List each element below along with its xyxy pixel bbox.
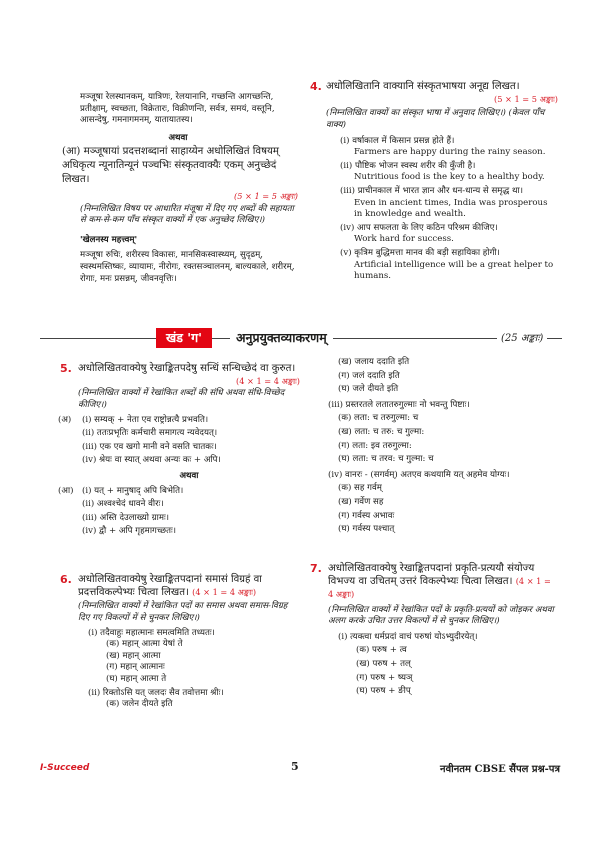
q4-hindi: (निम्नलिखित वाक्यों का संस्कृत भाषा में अनुवाद लिखिए।) (केवल पाँच वाक्य) — [326, 108, 545, 130]
q6-ii-options-left — [106, 699, 300, 711]
q4-item-5-en: Artificial intelligence will be a great helper to humans. — [354, 259, 554, 282]
q7-i-options — [356, 645, 558, 697]
option: (ख) महान्‌ आत्मा — [106, 650, 161, 661]
option: (क) परुष + त्व — [356, 645, 407, 656]
aa-hindi-instruction: (5 × 1 = 5 अङ्काः) (निम्नलिखित विषय पर आधारित मंजूषा में दिए गए शब्दों की सहायता से कम-से-कम पाँच संस्कृत वाक्यों में एक अनुच्छेद लिखिए।) — [80, 191, 298, 226]
q4-item-1: (i) वर्षाकाल में किसान प्रसन्न होते हैं। Farmers are happy during the rainy season. — [340, 136, 558, 159]
q7-number: 7. — [310, 562, 322, 575]
q4-number: 4. — [310, 80, 322, 93]
q4-marks: (5 × 1 = 5 अङ्काः) — [494, 94, 558, 105]
manjusha-words-1: मञ्जूषा रेलस्थानकम्‌, यात्रिणः, रेलयानानि, गच्छन्ति आगच्छन्ति, प्रतीक्षाम्‌, स्वच्छता, विक्रेतारः, विक्रीणन्ति, सर्वत्र, समयं, वस्तूनि, आसन्देषु, गमनागमनम्‌, यातायातस्य। — [80, 92, 275, 126]
q4-item-2: (ii) पौष्टिक भोजन स्वस्थ शरीर की कुँजी है। Nutritious food is the key to a healthy body. — [340, 161, 558, 184]
option: (क) जलेन दीयते इति — [106, 699, 173, 710]
option: (ख) परुष + तल्‌ — [356, 658, 411, 669]
option: (घ) जले दीयते इति — [338, 384, 399, 395]
footer-title: नवीनतम CBSE सैंपल प्रश्न-पत्र — [440, 764, 560, 775]
brand-logo: I-Succeed — [40, 763, 90, 773]
q6-iii-options — [338, 413, 558, 465]
option: (ग) जलं ददाति इति — [338, 370, 400, 381]
q6-ii-options-right — [338, 357, 558, 396]
option: (ख) गर्वेण सह — [338, 496, 384, 507]
section-title: अनुप्रयुक्तव्याकरणम्‌ — [230, 328, 333, 348]
section-marks: (25 अङ्काः) — [497, 330, 547, 344]
q6-iv-options — [338, 483, 558, 535]
option: (ग) गर्वस्य अभावः — [338, 510, 395, 521]
q5-title: अधोलिखितवाक्येषु रेखाङ्कितपदेषु सन्धिं सन्धिच्छेदं वा कुरुत। — [78, 363, 296, 374]
option: (घ) महान्‌ आत्मा ते — [106, 673, 167, 684]
q4-item-1-en: Farmers are happy during the rainy season. — [354, 147, 546, 158]
q6-block — [78, 573, 300, 711]
q4-item-3: (iii) प्राचीनकाल में भारत ज्ञान और धन-धान्य से समृद्ध था। Even in ancient times, India was prosperous in knowledge and wealth. — [340, 186, 558, 221]
option: (क) महान्‌ आत्मा येषां ते — [106, 639, 183, 650]
q5-a-label: (अ) — [58, 414, 72, 425]
q6-number: 6. — [60, 573, 72, 586]
q6-hindi: (निम्नलिखित वाक्यों में रेखांकित पदों का समास अथवा समास-विग्रह दिए गए विकल्पों में से चुनकर लिखिए।) — [78, 601, 288, 623]
option: (ग) लता: इव तरुगुल्मा: — [338, 440, 412, 451]
q5-a-item: (ii) ततःप्रभृतिः कर्मचारी समागत्य न्यवेदयत्‌। — [82, 428, 218, 439]
q5-a-group — [58, 414, 300, 467]
q7-i-question: (i) त्यक्त्वा धर्मप्रदां वाचं परुषां योऽभ्युदीरयेत्‌। — [338, 631, 478, 642]
essay-topic: 'खेलनस्य महत्त्वम्‌' — [80, 234, 138, 245]
q6-iii-question: (iii) प्रस्तरतले लतातरुगुल्माः नो भवन्तु पिष्टाः। — [328, 399, 470, 410]
q7-block — [328, 562, 558, 698]
q5-block — [58, 362, 300, 538]
aa-essay-block — [62, 145, 298, 285]
q5-aa-group — [58, 485, 300, 538]
q5-hindi: (निम्नलिखित वाक्यों में रेखांकित शब्दों की संधि अथवा संधि-विच्छेद कीजिए।) — [78, 388, 285, 410]
q6-iv-question: (iv) वानरः - (सगर्वम्‌) अतएव कथयामि यत्‌ अहमेव योग्यः। — [328, 469, 510, 480]
q4-item-4: (iv) आप सफलता के लिए कठिन परिश्रम कीजिए। Work hard for success. — [340, 223, 558, 246]
q6-marks: (4 × 1 = 4 अङ्काः) — [192, 587, 257, 598]
q5-a-item: (iv) श्रेयः वा स्यात्‌ अथवा अन्यः कः + अपि। — [82, 455, 221, 466]
section-label-box: खंड 'ग' — [156, 328, 212, 348]
q4-title: अधोलिखितानि वाक्यानि संस्कृतभाषया अनूद्य लिखत। — [326, 81, 520, 92]
page-number: 5 — [291, 760, 299, 773]
q7-hindi: (निम्नलिखित वाक्यों में रेखांकित पदों के प्रकृति-प्रत्ययों को जोड़कर अथवा अलग करके उचित उत्तर विकल्पों में से चुनकर लिखिए।) — [328, 604, 554, 627]
option: (घ) परुष + ङीप्‌ — [356, 686, 411, 697]
option: (क) सह गर्वम्‌ — [338, 483, 382, 494]
left-top-column — [62, 92, 294, 144]
option: (घ) लता: च तरव: च गुल्मा: च — [338, 454, 434, 465]
q4-item-2-en: Nutritious food is the key to a healthy body. — [354, 172, 545, 183]
option: (ग) महान्‌ आत्मानः — [106, 662, 165, 673]
q4-item-3-en: Even in ancient times, India was prosperous in knowledge and wealth. — [354, 197, 548, 220]
q5-number: 5. — [60, 362, 72, 375]
q6-i-question: (i) तदैवाहुः महात्मानः समत्वमिति तध्यतः। — [88, 627, 215, 638]
q5-aa-item: (iii) अस्ति देउलाख्यो ग्रामः। — [82, 512, 169, 523]
option: (क) लता: च तरुगुल्मा: च — [338, 413, 419, 424]
q7-title: अधोलिखितवाक्येषु रेखाङ्कितपदानां प्रकृति-प्रत्ययौ संयोज्य विभज्य वा उचितम्‌ उत्तरं विकल्पेभ्यः चित्वा लिखत। (4 × 1 = 4 अङ्काः) — [328, 563, 551, 600]
q7-marks: (4 × 1 = 4 अङ्काः) — [328, 576, 551, 600]
option: (ग) परुष + ष्यञ्‌ — [356, 672, 413, 683]
manjusha-words-2: मञ्जूषा रुचिः, शरीरस्य विकासः, मानसिकस्वास्थ्यम्‌, सुदृढम्‌, स्वस्थमस्तिष्कः, व्यायामः, नीरोगः, रक्तसञ्चालनम्‌, बाल्यकाले, शरीरम्‌, रोगाः, मनः प्रसन्नम्‌, जीवनवृत्तिः। — [80, 250, 295, 284]
q6-ii-question: (ii) रिक्तोऽसि यत्‌ जलदः सैव तवोत्तमा श्रीः। — [88, 687, 224, 698]
q5-marks: (4 × 1 = 4 अङ्काः) — [236, 376, 300, 387]
q5-aa-item: (i) यत्‌ + मानुषाद्‌ अपि बिभेति। — [82, 485, 184, 496]
q6-title: अधोलिखितवाक्येषु रेखाङ्कितपदानां समासं विग्रहं वा प्रदत्तविकल्पेभ्यः चित्वा लिखत। (4 × 1 = 4 अङ्काः) — [78, 574, 262, 599]
q6-continuation — [328, 357, 558, 536]
q4-block — [326, 80, 558, 283]
option: (ख) जलाय ददाति इति — [338, 357, 410, 367]
q5-aa-item: (iv) द्वौ + अपि गृहमागच्छतः। — [82, 526, 176, 537]
q4-item-5: (v) कृत्रिम बुद्धिमत्ता मानव की बड़ी सहायिका होगी। Artificial intelligence will be a great helper to humans. — [340, 248, 558, 283]
athava-label: अथवा — [168, 132, 188, 143]
option: (ख) लता: च तरु: च गुल्मा: — [338, 426, 425, 437]
q5-aa-label: (आ) — [58, 485, 74, 496]
q5-athava: अथवा — [179, 470, 199, 481]
q5-a-item: (i) सम्यक्‌ + नेता एव राष्ट्रोन्नत्यै प्रभवति। — [82, 414, 209, 425]
q6-i-options — [106, 639, 300, 685]
aa-marks: (5 × 1 = 5 अङ्काः) — [234, 191, 298, 201]
q5-a-item: (iii) एक एव खगो मानी वने वसति चातकः। — [82, 441, 217, 452]
option: (घ) गर्वस्य पश्चात्‌ — [338, 524, 395, 535]
q5-aa-item: (ii) अश्वश्चेदं धावने वीरः। — [82, 499, 164, 510]
aa-prompt: (आ) मञ्जूषायां प्रदत्तशब्दानां साहाय्येन अधोलिखितं विषयम्‌ अधिकृत्य न्यूनातिन्यूनं पञ्चभिः संस्कृतवाक्यैः एकम्‌ अनुच्छेदं लिखत। — [62, 146, 279, 185]
q4-item-4-en: Work hard for success. — [354, 234, 454, 245]
